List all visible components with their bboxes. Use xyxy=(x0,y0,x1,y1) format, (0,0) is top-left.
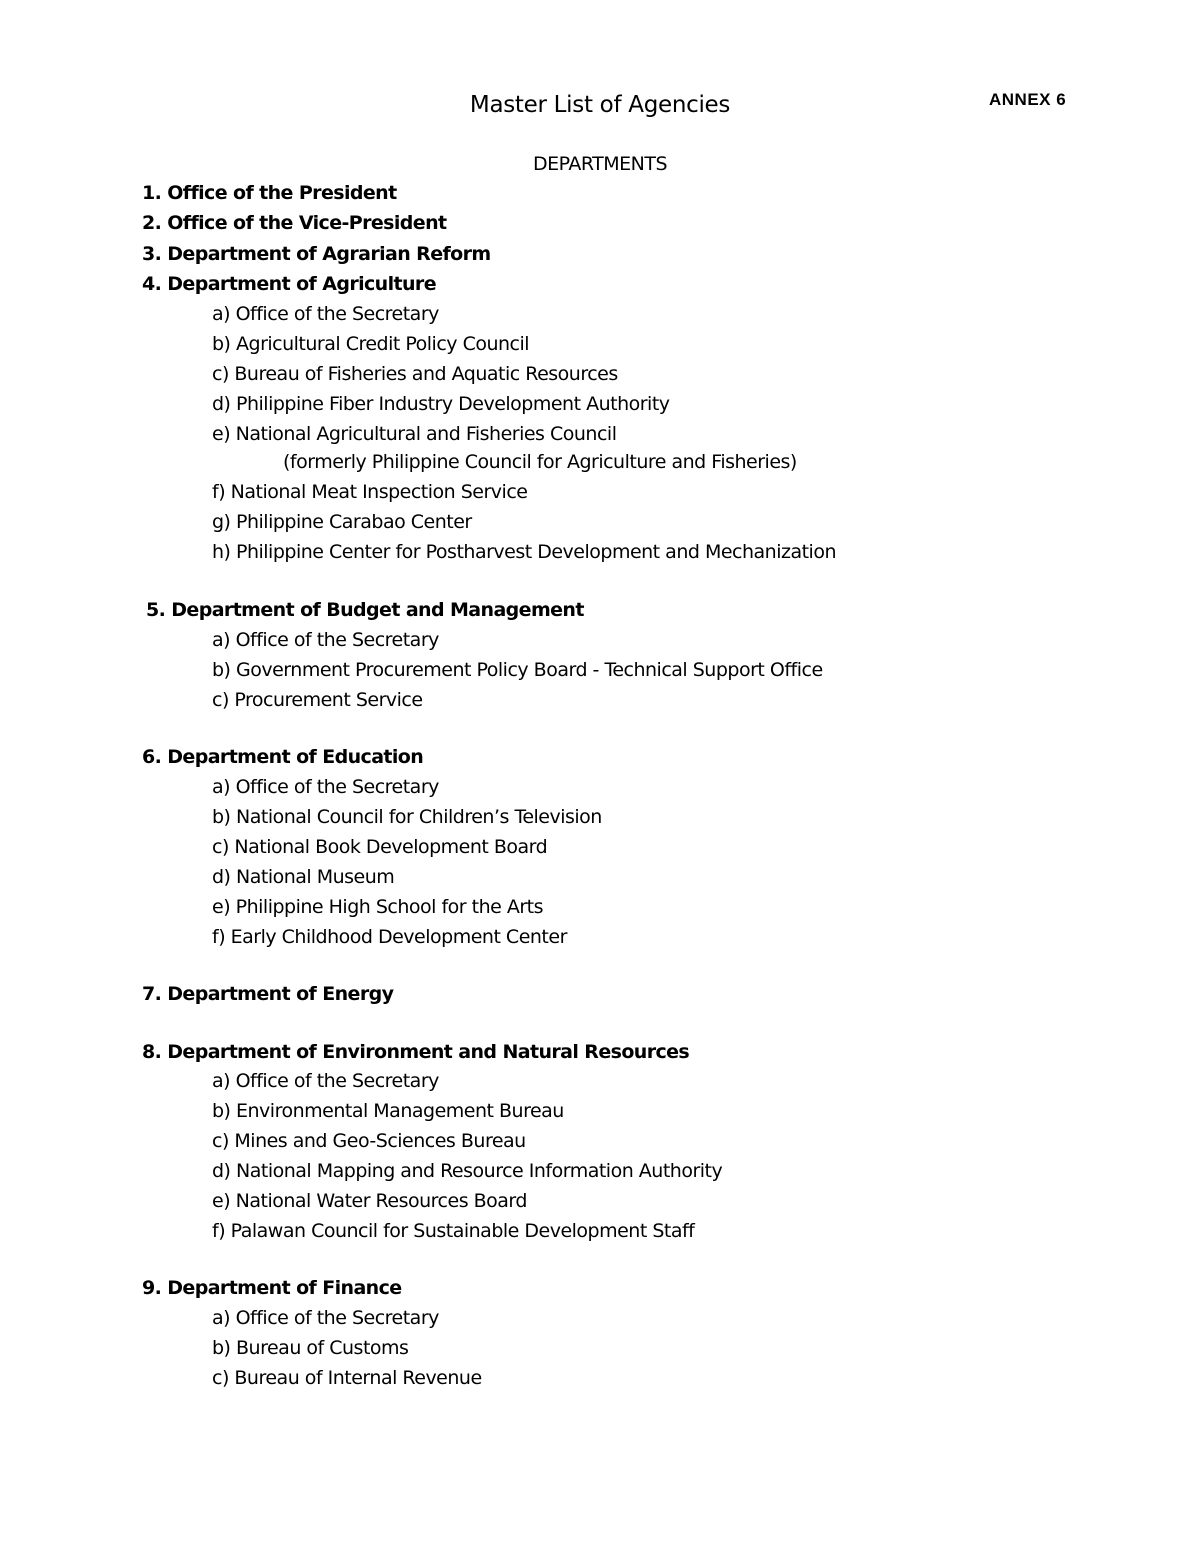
agency-item: d) National Museum xyxy=(212,866,395,888)
agency-item: e) National Agricultural and Fisheries Council xyxy=(212,423,617,445)
agency-item: b) Bureau of Customs xyxy=(212,1337,409,1359)
agency-item: c) Bureau of Internal Revenue xyxy=(212,1367,482,1389)
agency-item: g) Philippine Carabao Center xyxy=(212,511,472,533)
agency-item: b) National Council for Children’s Television xyxy=(212,806,602,828)
department-item: 9. Department of Finance xyxy=(142,1277,402,1299)
section-heading: DEPARTMENTS xyxy=(532,153,668,175)
department-item: 7. Department of Energy xyxy=(142,983,394,1005)
agency-item: e) National Water Resources Board xyxy=(212,1190,527,1212)
agency-item: a) Office of the Secretary xyxy=(212,1070,439,1092)
agency-item: c) National Book Development Board xyxy=(212,836,548,858)
department-item: 8. Department of Environment and Natural Resources xyxy=(142,1041,690,1063)
agency-item: a) Office of the Secretary xyxy=(212,1307,439,1329)
agency-item: e) Philippine High School for the Arts xyxy=(212,896,544,918)
agency-note: (formerly Philippine Council for Agriculture and Fisheries) xyxy=(283,451,797,473)
agency-item: d) National Mapping and Resource Information Authority xyxy=(212,1160,723,1182)
agency-item: a) Office of the Secretary xyxy=(212,629,439,651)
department-item: 6. Department of Education xyxy=(142,746,424,768)
agency-item: d) Philippine Fiber Industry Development Authority xyxy=(212,393,670,415)
agency-item: b) Environmental Management Bureau xyxy=(212,1100,564,1122)
agency-item: f) Early Childhood Development Center xyxy=(212,926,567,948)
department-item: 1. Office of the President xyxy=(142,182,397,204)
agency-item: a) Office of the Secretary xyxy=(212,303,439,325)
agency-item: f) Palawan Council for Sustainable Development Staff xyxy=(212,1220,695,1242)
department-item: 5. Department of Budget and Management xyxy=(146,599,584,621)
page-title: Master List of Agencies xyxy=(469,92,731,118)
agency-item: b) Agricultural Credit Policy Council xyxy=(212,333,530,355)
department-item: 4. Department of Agriculture xyxy=(142,273,436,295)
agency-item: b) Government Procurement Policy Board - Technical Support Office xyxy=(212,659,823,681)
department-item: 3. Department of Agrarian Reform xyxy=(142,243,491,265)
agency-item: c) Bureau of Fisheries and Aquatic Resources xyxy=(212,363,618,385)
agency-item: f) National Meat Inspection Service xyxy=(212,481,528,503)
annex-label: ANNEX 6 xyxy=(989,90,1067,109)
agency-item: c) Mines and Geo-Sciences Bureau xyxy=(212,1130,526,1152)
agency-item: a) Office of the Secretary xyxy=(212,776,439,798)
agency-item: h) Philippine Center for Postharvest Development and Mechanization xyxy=(212,541,837,563)
department-item: 2. Office of the Vice-President xyxy=(142,212,447,234)
agency-item: c) Procurement Service xyxy=(212,689,423,711)
